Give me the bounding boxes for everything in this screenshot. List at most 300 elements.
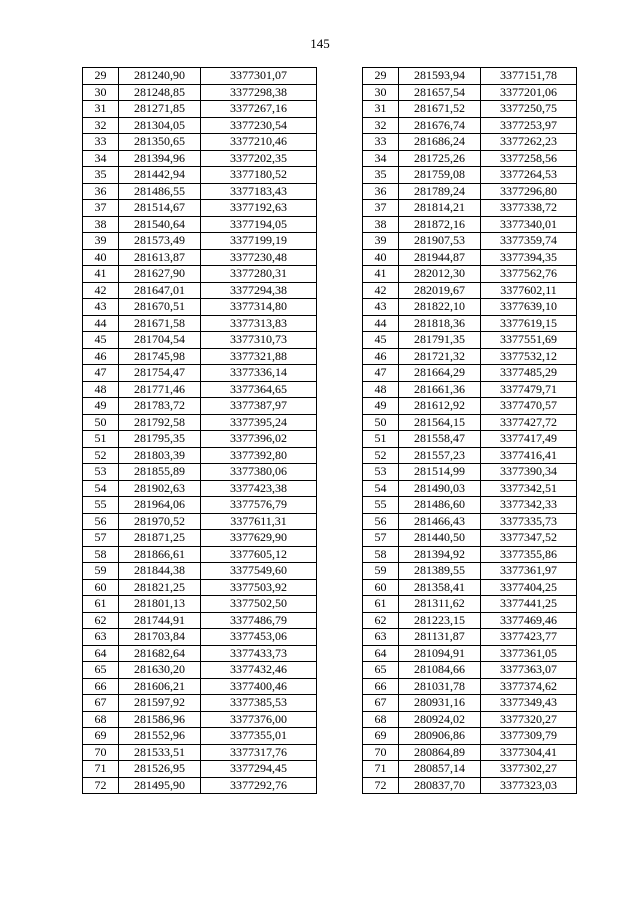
table-row [363, 167, 577, 184]
point-number-cell: 64 [363, 645, 399, 662]
table-row [83, 216, 317, 233]
x-coordinate-cell: 280931,16 [399, 695, 481, 712]
x-coordinate-cell: 280837,70 [399, 777, 481, 794]
x-coordinate-cell: 280857,14 [399, 761, 481, 778]
point-number-cell: 32 [363, 117, 399, 134]
y-coordinate-cell: 3377230,48 [201, 249, 317, 266]
point-number-cell: 35 [83, 167, 119, 184]
point-number-cell: 48 [363, 381, 399, 398]
y-coordinate-cell: 3377605,12 [201, 546, 317, 563]
point-number-cell: 39 [83, 233, 119, 250]
x-coordinate-cell: 281394,92 [399, 546, 481, 563]
y-coordinate-cell: 3377394,35 [481, 249, 577, 266]
x-coordinate-cell: 281676,74 [399, 117, 481, 134]
table-row [83, 398, 317, 415]
table-row [363, 414, 577, 431]
table-row [83, 728, 317, 745]
y-coordinate-cell: 3377323,03 [481, 777, 577, 794]
table-row [363, 744, 577, 761]
point-number-cell: 66 [363, 678, 399, 695]
y-coordinate-cell: 3377503,92 [201, 579, 317, 596]
y-coordinate-cell: 3377264,53 [481, 167, 577, 184]
table-row [83, 480, 317, 497]
point-number-cell: 53 [83, 464, 119, 481]
y-coordinate-cell: 3377486,79 [201, 612, 317, 629]
point-number-cell: 50 [363, 414, 399, 431]
x-coordinate-cell: 281389,55 [399, 563, 481, 580]
table-row [363, 200, 577, 217]
x-coordinate-cell: 281872,16 [399, 216, 481, 233]
y-coordinate-cell: 3377355,01 [201, 728, 317, 745]
y-coordinate-cell: 3377202,35 [201, 150, 317, 167]
x-coordinate-cell: 281564,15 [399, 414, 481, 431]
x-coordinate-cell: 281613,87 [119, 249, 201, 266]
point-number-cell: 71 [83, 761, 119, 778]
table-row [83, 68, 317, 85]
y-coordinate-cell: 3377336,14 [201, 365, 317, 382]
point-number-cell: 72 [363, 777, 399, 794]
point-number-cell: 30 [363, 84, 399, 101]
table-row [363, 678, 577, 695]
y-coordinate-cell: 3377619,15 [481, 315, 577, 332]
point-number-cell: 51 [83, 431, 119, 448]
table-row [83, 332, 317, 349]
point-number-cell: 58 [363, 546, 399, 563]
table-row [83, 381, 317, 398]
y-coordinate-cell: 3377361,05 [481, 645, 577, 662]
y-coordinate-cell: 3377355,86 [481, 546, 577, 563]
point-number-cell: 37 [363, 200, 399, 217]
x-coordinate-cell: 281964,06 [119, 497, 201, 514]
y-coordinate-cell: 3377532,12 [481, 348, 577, 365]
x-coordinate-cell: 280864,89 [399, 744, 481, 761]
table-row [363, 332, 577, 349]
table-row [363, 711, 577, 728]
point-number-cell: 70 [363, 744, 399, 761]
x-coordinate-cell: 281682,64 [119, 645, 201, 662]
x-coordinate-cell: 281540,64 [119, 216, 201, 233]
y-coordinate-cell: 3377364,65 [201, 381, 317, 398]
y-coordinate-cell: 3377390,34 [481, 464, 577, 481]
x-coordinate-cell: 281703,84 [119, 629, 201, 646]
table-row [363, 315, 577, 332]
y-coordinate-cell: 3377194,05 [201, 216, 317, 233]
table-row [83, 447, 317, 464]
y-coordinate-cell: 3377342,33 [481, 497, 577, 514]
y-coordinate-cell: 3377562,76 [481, 266, 577, 283]
point-number-cell: 48 [83, 381, 119, 398]
table-row [363, 84, 577, 101]
point-number-cell: 36 [83, 183, 119, 200]
y-coordinate-cell: 3377230,54 [201, 117, 317, 134]
y-coordinate-cell: 3377576,79 [201, 497, 317, 514]
y-coordinate-cell: 3377301,07 [201, 68, 317, 85]
table-row [363, 695, 577, 712]
x-coordinate-cell: 281394,96 [119, 150, 201, 167]
table-row [363, 282, 577, 299]
y-coordinate-cell: 3377340,01 [481, 216, 577, 233]
x-coordinate-cell: 281586,96 [119, 711, 201, 728]
x-coordinate-cell: 281670,51 [119, 299, 201, 316]
point-number-cell: 49 [83, 398, 119, 415]
y-coordinate-cell: 3377387,97 [201, 398, 317, 415]
x-coordinate-cell: 281657,54 [399, 84, 481, 101]
table-row [363, 612, 577, 629]
point-number-cell: 70 [83, 744, 119, 761]
y-coordinate-cell: 3377313,83 [201, 315, 317, 332]
point-number-cell: 69 [83, 728, 119, 745]
x-coordinate-cell: 281442,94 [119, 167, 201, 184]
page-number: 145 [310, 36, 330, 51]
x-coordinate-cell: 281671,52 [399, 101, 481, 118]
y-coordinate-cell: 3377359,74 [481, 233, 577, 250]
y-coordinate-cell: 3377433,73 [201, 645, 317, 662]
point-number-cell: 36 [363, 183, 399, 200]
y-coordinate-cell: 3377314,80 [201, 299, 317, 316]
point-number-cell: 67 [363, 695, 399, 712]
point-number-cell: 61 [363, 596, 399, 613]
table-row [363, 299, 577, 316]
x-coordinate-cell: 281795,35 [119, 431, 201, 448]
y-coordinate-cell: 3377549,60 [201, 563, 317, 580]
table-row [83, 744, 317, 761]
point-number-cell: 40 [363, 249, 399, 266]
y-coordinate-cell: 3377423,38 [201, 480, 317, 497]
x-coordinate-cell: 281466,43 [399, 513, 481, 530]
table-row [363, 348, 577, 365]
x-coordinate-cell: 281248,85 [119, 84, 201, 101]
table-row [83, 266, 317, 283]
table-row [363, 183, 577, 200]
y-coordinate-cell: 3377470,57 [481, 398, 577, 415]
point-number-cell: 50 [83, 414, 119, 431]
y-coordinate-cell: 3377385,53 [201, 695, 317, 712]
table-row [83, 497, 317, 514]
y-coordinate-cell: 3377479,71 [481, 381, 577, 398]
table-row [83, 612, 317, 629]
x-coordinate-cell: 281597,92 [119, 695, 201, 712]
x-coordinate-cell: 280924,02 [399, 711, 481, 728]
x-coordinate-cell: 281661,36 [399, 381, 481, 398]
point-number-cell: 49 [363, 398, 399, 415]
y-coordinate-cell: 3377416,41 [481, 447, 577, 464]
point-number-cell: 39 [363, 233, 399, 250]
y-coordinate-cell: 3377296,80 [481, 183, 577, 200]
y-coordinate-cell: 3377453,06 [201, 629, 317, 646]
table-row [363, 579, 577, 596]
table-row [83, 777, 317, 794]
table-row [83, 183, 317, 200]
table-row [83, 695, 317, 712]
y-coordinate-cell: 3377267,16 [201, 101, 317, 118]
y-coordinate-cell: 3377551,69 [481, 332, 577, 349]
point-number-cell: 60 [363, 579, 399, 596]
y-coordinate-cell: 3377374,62 [481, 678, 577, 695]
point-number-cell: 32 [83, 117, 119, 134]
y-coordinate-cell: 3377380,06 [201, 464, 317, 481]
point-number-cell: 68 [83, 711, 119, 728]
y-coordinate-cell: 3377183,43 [201, 183, 317, 200]
point-number-cell: 55 [363, 497, 399, 514]
point-number-cell: 57 [363, 530, 399, 547]
table-row [83, 596, 317, 613]
table-row [83, 711, 317, 728]
x-coordinate-cell: 280906,86 [399, 728, 481, 745]
y-coordinate-cell: 3377298,38 [201, 84, 317, 101]
table-row [363, 728, 577, 745]
table-row [83, 167, 317, 184]
point-number-cell: 62 [83, 612, 119, 629]
point-number-cell: 63 [83, 629, 119, 646]
x-coordinate-cell: 281902,63 [119, 480, 201, 497]
y-coordinate-cell: 3377294,45 [201, 761, 317, 778]
y-coordinate-cell: 3377361,97 [481, 563, 577, 580]
x-coordinate-cell: 281514,99 [399, 464, 481, 481]
point-number-cell: 56 [83, 513, 119, 530]
y-coordinate-cell: 3377396,02 [201, 431, 317, 448]
point-number-cell: 44 [363, 315, 399, 332]
y-coordinate-cell: 3377376,00 [201, 711, 317, 728]
x-coordinate-cell: 281630,20 [119, 662, 201, 679]
x-coordinate-cell: 281084,66 [399, 662, 481, 679]
x-coordinate-cell: 281822,10 [399, 299, 481, 316]
table-row [83, 464, 317, 481]
x-coordinate-cell: 281350,65 [119, 134, 201, 151]
table-row [363, 662, 577, 679]
point-number-cell: 59 [83, 563, 119, 580]
table-row [83, 233, 317, 250]
x-coordinate-cell: 281792,58 [119, 414, 201, 431]
x-coordinate-cell: 281358,41 [399, 579, 481, 596]
y-coordinate-cell: 3377469,46 [481, 612, 577, 629]
y-coordinate-cell: 3377342,51 [481, 480, 577, 497]
x-coordinate-cell: 281866,61 [119, 546, 201, 563]
table-row [83, 645, 317, 662]
point-number-cell: 55 [83, 497, 119, 514]
x-coordinate-cell: 281725,26 [399, 150, 481, 167]
x-coordinate-cell: 281844,38 [119, 563, 201, 580]
table-row [83, 678, 317, 695]
point-number-cell: 34 [83, 150, 119, 167]
table-row [363, 645, 577, 662]
point-number-cell: 57 [83, 530, 119, 547]
coordinates-table-right [362, 67, 577, 794]
y-coordinate-cell: 3377258,56 [481, 150, 577, 167]
x-coordinate-cell: 281789,24 [399, 183, 481, 200]
x-coordinate-cell: 281803,39 [119, 447, 201, 464]
x-coordinate-cell: 281557,23 [399, 447, 481, 464]
y-coordinate-cell: 3377250,75 [481, 101, 577, 118]
table-row [83, 530, 317, 547]
y-coordinate-cell: 3377432,46 [201, 662, 317, 679]
table-row [363, 629, 577, 646]
y-coordinate-cell: 3377349,43 [481, 695, 577, 712]
x-coordinate-cell: 281094,91 [399, 645, 481, 662]
x-coordinate-cell: 281771,46 [119, 381, 201, 398]
table-row [363, 101, 577, 118]
table-row [363, 398, 577, 415]
y-coordinate-cell: 3377280,31 [201, 266, 317, 283]
table-row [363, 150, 577, 167]
table-row [363, 117, 577, 134]
table-row [83, 150, 317, 167]
x-coordinate-cell: 281754,47 [119, 365, 201, 382]
y-coordinate-cell: 3377321,88 [201, 348, 317, 365]
coordinates-table-left [82, 67, 317, 794]
y-coordinate-cell: 3377423,77 [481, 629, 577, 646]
x-coordinate-cell: 281944,87 [399, 249, 481, 266]
table-row [83, 101, 317, 118]
table-row [83, 117, 317, 134]
table-row [363, 546, 577, 563]
point-number-cell: 47 [363, 365, 399, 382]
x-coordinate-cell: 281526,95 [119, 761, 201, 778]
y-coordinate-cell: 3377400,46 [201, 678, 317, 695]
point-number-cell: 62 [363, 612, 399, 629]
table-row [363, 134, 577, 151]
table-row [83, 282, 317, 299]
y-coordinate-cell: 3377404,25 [481, 579, 577, 596]
y-coordinate-cell: 3377310,73 [201, 332, 317, 349]
y-coordinate-cell: 3377395,24 [201, 414, 317, 431]
x-coordinate-cell: 281490,03 [399, 480, 481, 497]
x-coordinate-cell: 281664,29 [399, 365, 481, 382]
table-row [363, 249, 577, 266]
x-coordinate-cell: 281907,53 [399, 233, 481, 250]
y-coordinate-cell: 3377502,50 [201, 596, 317, 613]
table-row [83, 249, 317, 266]
x-coordinate-cell: 281801,13 [119, 596, 201, 613]
point-number-cell: 72 [83, 777, 119, 794]
point-number-cell: 38 [363, 216, 399, 233]
point-number-cell: 67 [83, 695, 119, 712]
y-coordinate-cell: 3377347,52 [481, 530, 577, 547]
point-number-cell: 37 [83, 200, 119, 217]
point-number-cell: 41 [363, 266, 399, 283]
point-number-cell: 31 [83, 101, 119, 118]
point-number-cell: 29 [363, 68, 399, 85]
y-coordinate-cell: 3377317,76 [201, 744, 317, 761]
y-coordinate-cell: 3377602,11 [481, 282, 577, 299]
x-coordinate-cell: 281486,60 [399, 497, 481, 514]
y-coordinate-cell: 3377629,90 [201, 530, 317, 547]
point-number-cell: 41 [83, 266, 119, 283]
x-coordinate-cell: 281552,96 [119, 728, 201, 745]
y-coordinate-cell: 3377262,23 [481, 134, 577, 151]
table-row [83, 414, 317, 431]
y-coordinate-cell: 3377180,52 [201, 167, 317, 184]
y-coordinate-cell: 3377294,38 [201, 282, 317, 299]
table-row [363, 464, 577, 481]
table-row [83, 84, 317, 101]
point-number-cell: 54 [83, 480, 119, 497]
table-row [83, 563, 317, 580]
y-coordinate-cell: 3377485,29 [481, 365, 577, 382]
y-coordinate-cell: 3377201,06 [481, 84, 577, 101]
point-number-cell: 29 [83, 68, 119, 85]
table-row [363, 266, 577, 283]
table-row [363, 216, 577, 233]
x-coordinate-cell: 281627,90 [119, 266, 201, 283]
x-coordinate-cell: 281821,25 [119, 579, 201, 596]
point-number-cell: 43 [363, 299, 399, 316]
x-coordinate-cell: 281612,92 [399, 398, 481, 415]
point-number-cell: 56 [363, 513, 399, 530]
y-coordinate-cell: 3377441,25 [481, 596, 577, 613]
point-number-cell: 33 [363, 134, 399, 151]
x-coordinate-cell: 281818,36 [399, 315, 481, 332]
point-number-cell: 52 [363, 447, 399, 464]
point-number-cell: 58 [83, 546, 119, 563]
point-number-cell: 71 [363, 761, 399, 778]
point-number-cell: 38 [83, 216, 119, 233]
x-coordinate-cell: 281573,49 [119, 233, 201, 250]
table-row [83, 134, 317, 151]
point-number-cell: 53 [363, 464, 399, 481]
table-row [83, 546, 317, 563]
x-coordinate-cell: 281704,54 [119, 332, 201, 349]
table-row [83, 299, 317, 316]
x-coordinate-cell: 281440,50 [399, 530, 481, 547]
point-number-cell: 43 [83, 299, 119, 316]
x-coordinate-cell: 281131,87 [399, 629, 481, 646]
y-coordinate-cell: 3377302,27 [481, 761, 577, 778]
point-number-cell: 63 [363, 629, 399, 646]
x-coordinate-cell: 281271,85 [119, 101, 201, 118]
point-number-cell: 46 [83, 348, 119, 365]
x-coordinate-cell: 281240,90 [119, 68, 201, 85]
point-number-cell: 35 [363, 167, 399, 184]
y-coordinate-cell: 3377363,07 [481, 662, 577, 679]
table-row [363, 431, 577, 448]
table-row [363, 233, 577, 250]
point-number-cell: 52 [83, 447, 119, 464]
table-row [83, 761, 317, 778]
table-row [83, 513, 317, 530]
table-row [363, 777, 577, 794]
table-row [363, 480, 577, 497]
table-row [363, 365, 577, 382]
x-coordinate-cell: 281304,05 [119, 117, 201, 134]
point-number-cell: 64 [83, 645, 119, 662]
y-coordinate-cell: 3377427,72 [481, 414, 577, 431]
x-coordinate-cell: 281855,89 [119, 464, 201, 481]
x-coordinate-cell: 281495,90 [119, 777, 201, 794]
point-number-cell: 45 [363, 332, 399, 349]
y-coordinate-cell: 3377253,97 [481, 117, 577, 134]
point-number-cell: 66 [83, 678, 119, 695]
x-coordinate-cell: 281671,58 [119, 315, 201, 332]
x-coordinate-cell: 281558,47 [399, 431, 481, 448]
table-row [83, 365, 317, 382]
y-coordinate-cell: 3377417,49 [481, 431, 577, 448]
table-row [363, 497, 577, 514]
table-row [363, 563, 577, 580]
point-number-cell: 59 [363, 563, 399, 580]
point-number-cell: 30 [83, 84, 119, 101]
point-number-cell: 60 [83, 579, 119, 596]
point-number-cell: 34 [363, 150, 399, 167]
y-coordinate-cell: 3377199,19 [201, 233, 317, 250]
point-number-cell: 46 [363, 348, 399, 365]
table-row [363, 513, 577, 530]
table-row [363, 381, 577, 398]
point-number-cell: 51 [363, 431, 399, 448]
table-row [363, 68, 577, 85]
x-coordinate-cell: 281031,78 [399, 678, 481, 695]
x-coordinate-cell: 282019,67 [399, 282, 481, 299]
table-row [83, 315, 317, 332]
